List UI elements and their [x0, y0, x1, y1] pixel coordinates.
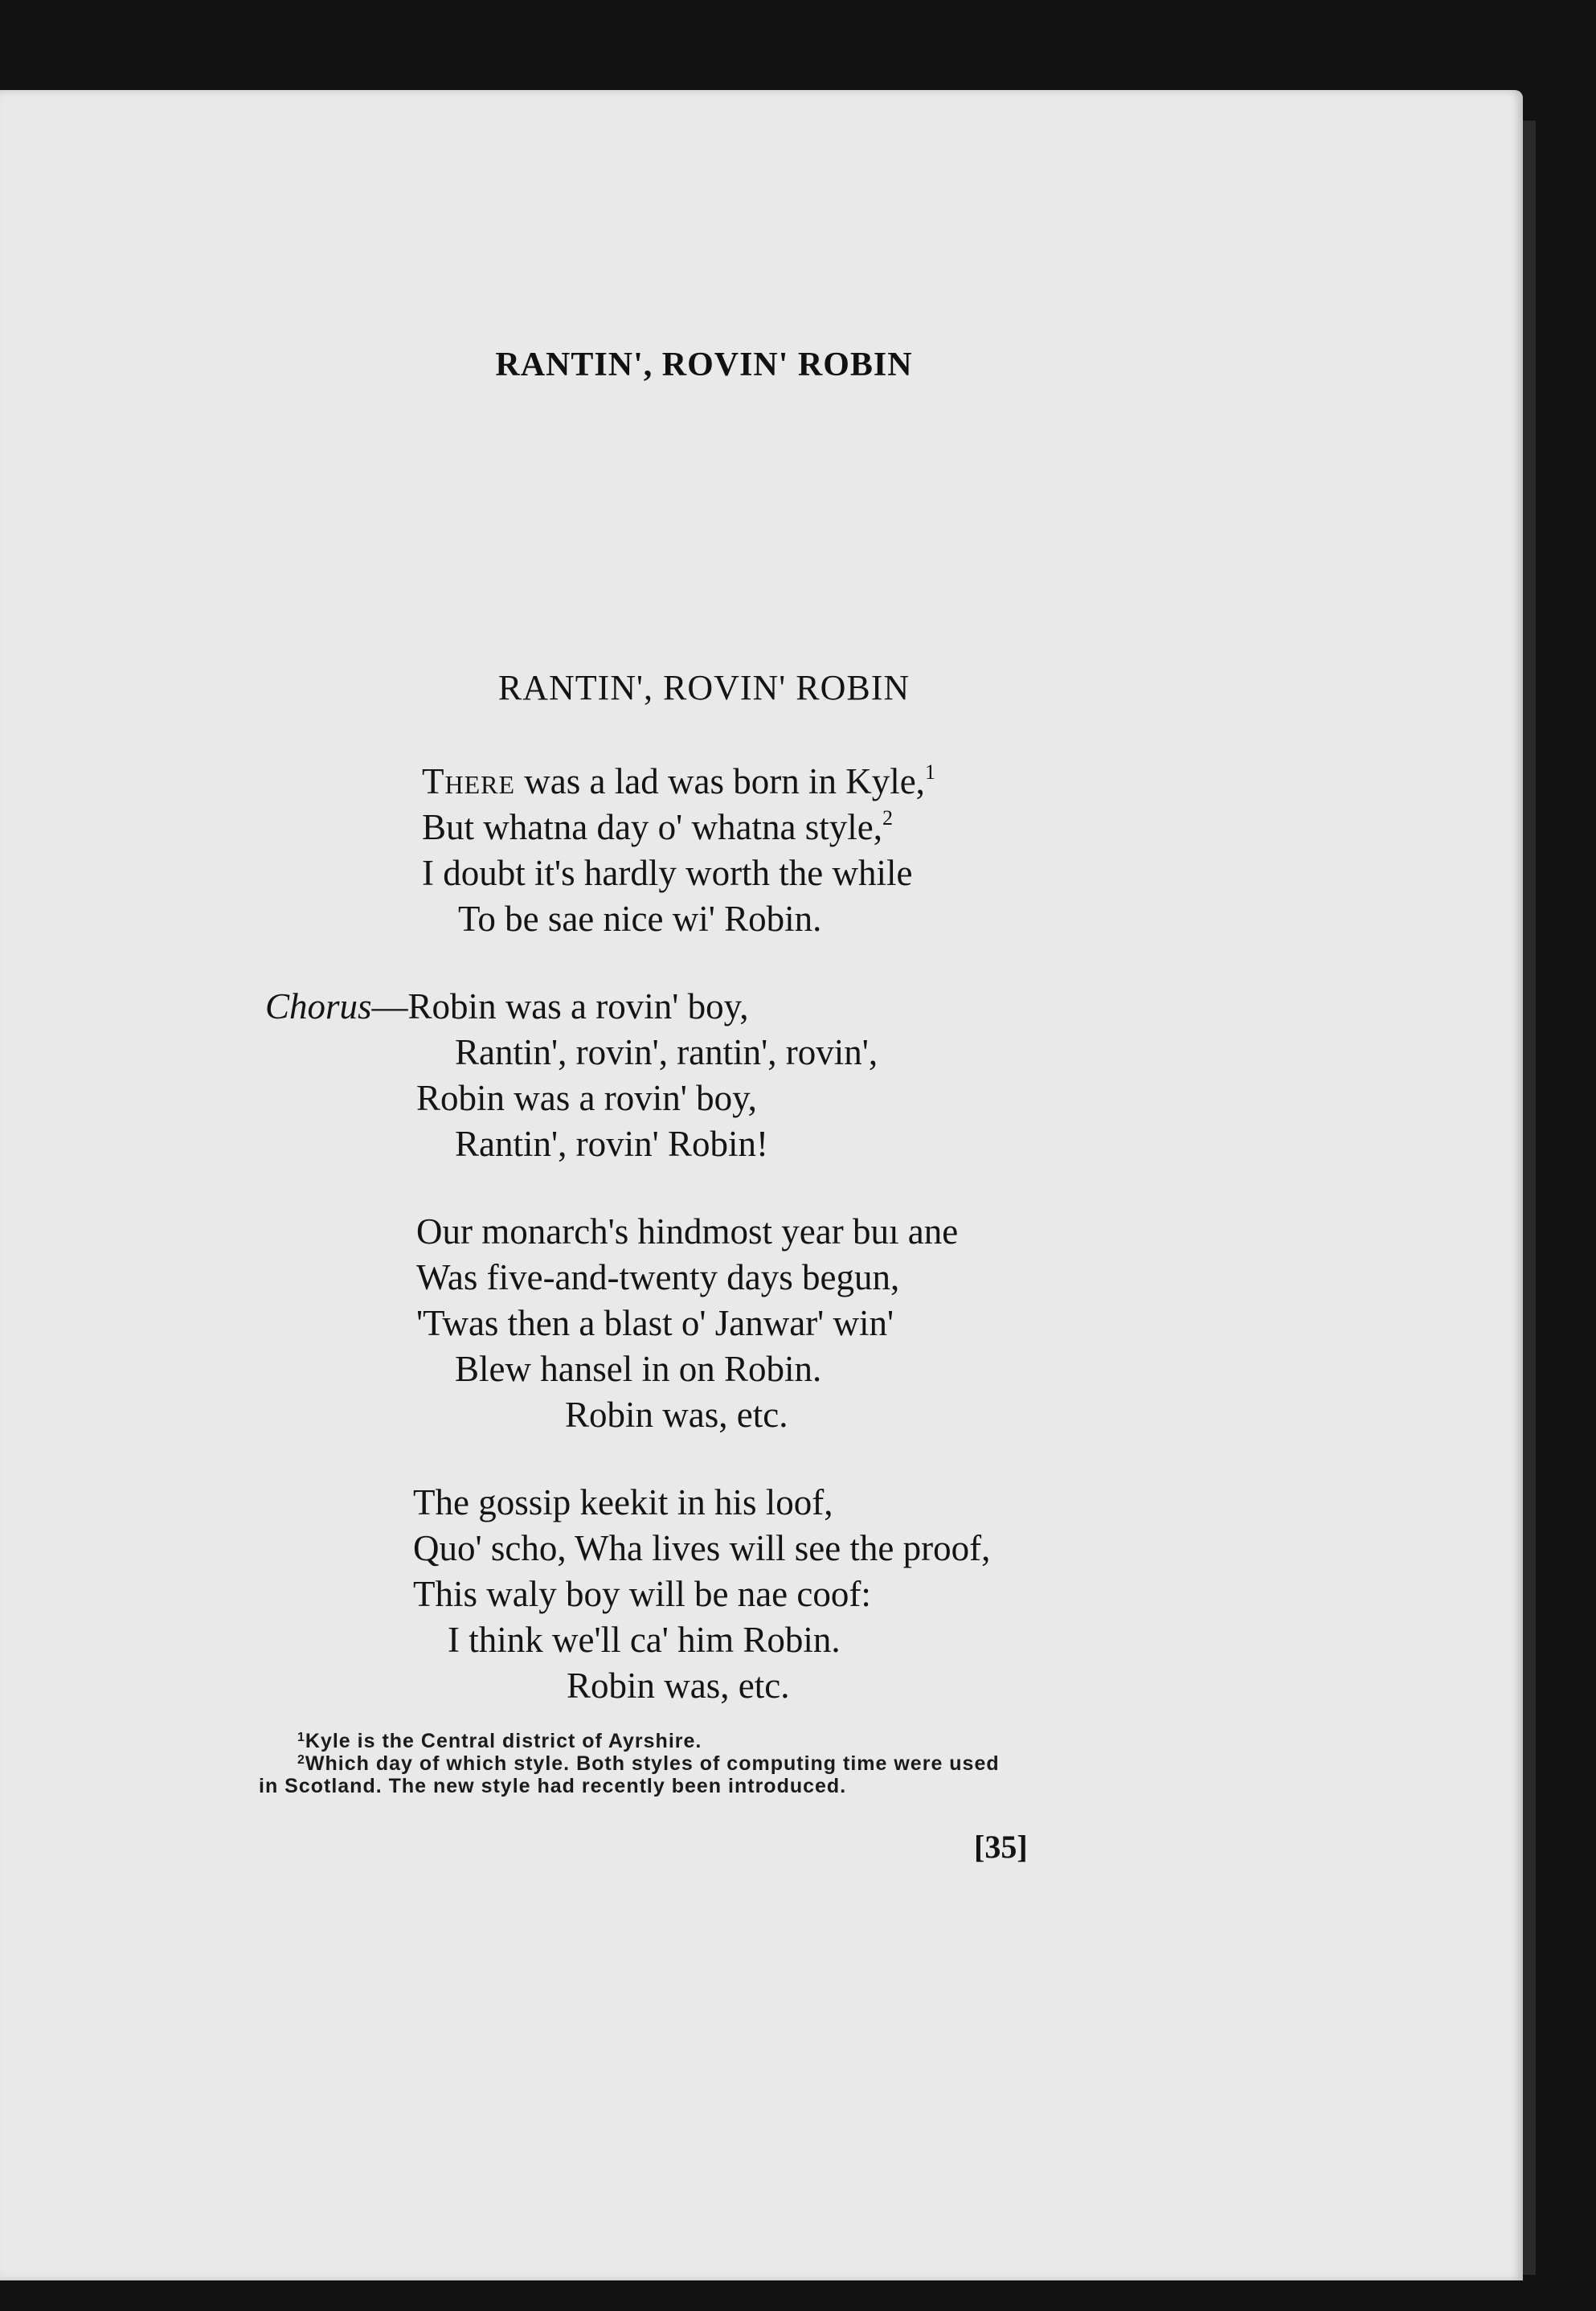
chorus-line4: Rantin', rovin' Robin!: [455, 1124, 768, 1164]
stanza1-line2: [422, 806, 893, 847]
stanza1-line1: [422, 760, 935, 801]
stanza3-line2: Quo' scho, Wha lives will see the proof,: [413, 1528, 991, 1568]
footnote-ref-2: 2: [882, 806, 893, 830]
chorus-label: Chorus: [265, 986, 372, 1026]
chorus-line1-text: —Robin was a rovin' boy,: [371, 986, 749, 1026]
stanza3-line4: I think we'll ca' him Robin.: [448, 1620, 841, 1660]
stanza1-line2-text: But whatna day o' whatna style,: [422, 807, 882, 847]
footnote-2: [297, 1754, 1000, 1774]
footnote-1-mark: 1: [297, 1731, 305, 1744]
stanza2-line3: 'Twas then a blast o' Janwar' win': [416, 1303, 894, 1343]
footnote-2-text-a: Which day of which style. Both styles of computing time were used: [305, 1752, 1000, 1775]
stanza2-line1: Our monarch's hindmost year buı ane: [416, 1211, 959, 1252]
chorus-line2: Rantin', rovin', rantin', rovin',: [455, 1032, 878, 1072]
stanza1-line4: To be sae nice wi' Robin.: [458, 899, 822, 939]
footnote-1-text: Kyle is the Central district of Ayrshire.: [305, 1730, 702, 1752]
footnote-2-mark: 2: [297, 1753, 305, 1767]
stanza2-refrain: Robin was, etc.: [565, 1395, 788, 1435]
stanza3-line1: The gossip keekit in his loof,: [413, 1482, 833, 1522]
stanza2-line2: Was five-and-twenty days begun,: [416, 1257, 900, 1297]
page-number: [35]: [974, 1829, 1028, 1865]
chorus-line3: Robin was a rovin' boy,: [416, 1078, 757, 1118]
poem-title: RANTIN', ROVIN' ROBIN: [497, 668, 911, 707]
stanza3-refrain: Robin was, etc.: [567, 1666, 790, 1706]
book-page: [0, 90, 1523, 2280]
chorus-line1: [265, 986, 749, 1026]
page-edge: [1523, 121, 1536, 2275]
drop-word: There: [422, 761, 516, 801]
running-head: RANTIN', ROVIN' ROBIN: [495, 346, 913, 383]
footnote-2-continued: in Scotland. The new style had recently been introduced.: [259, 1775, 847, 1797]
stanza1-line1-text: was a lad was born in Kyle,: [515, 761, 925, 801]
stanza3-line3: This waly boy will be nae coof:: [413, 1574, 871, 1614]
footnote-ref-1: 1: [924, 760, 935, 784]
footnote-1: [297, 1731, 702, 1752]
stanza2-line4: Blew hansel in on Robin.: [455, 1349, 822, 1389]
stanza1-line3: I doubt it's hardly worth the while: [422, 853, 913, 893]
